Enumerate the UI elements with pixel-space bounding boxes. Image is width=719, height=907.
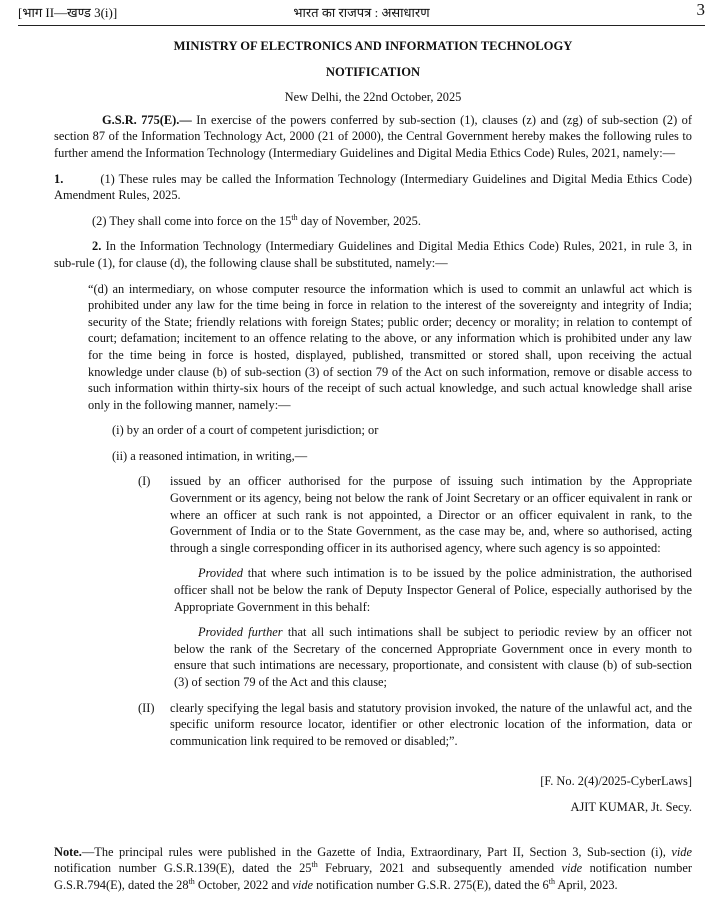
page-number: 3 bbox=[696, 0, 705, 19]
item-text: clearly specifying the legal basis and statutory provision invoked, the nature of the unlawful act, and the specific uniform resource locator, identifier or other electronic location of the information, data or communication link required to be removed or disabled;”. bbox=[170, 700, 692, 748]
gazette-title: भारत का राजपत्र : असाधारण bbox=[293, 5, 430, 20]
rule-1-clause-1 bbox=[54, 171, 692, 204]
rule-number: 2. bbox=[92, 239, 102, 254]
sub-clause-ii: (ii) a reasoned intimation, in writing,— bbox=[112, 448, 308, 463]
clause-d-text: “(d) an intermediary, on whose computer resource the information which is used to commit an unlawful act which is prohibited under any law for the time being in force in relation to the interest of the sovereignty and integrity of India; security of the State; friendly relations with foreign States; public order; decency or morality; in relation to contempt of court; defamation; incitement to an offence relating to the above, or any information which is prohibited under any law for the time being in force is hosted, displayed, published, transmitted or stored shall, upon receiving the actual knowledge under clause (b) of sub-section (3) of section 79 of the Act on such information, remove or disable access to such information within thirty-six hours of the receipt of such actual knowledge, and such actual knowledge shall arise only in the following manner, namely:— bbox=[88, 281, 692, 412]
item-text: issued by an officer authorised for the purpose of issuing such intimation by the Appropriate Government or its agency, being not below the rank of Joint Secretary or an officer equivalent in rank or where an officer at such rank is not appointed, a Director or an officer equivalent in rank, to the Government of India or to the State Government, as the case may be, and, where so authorised, acting through a single corresponding officer in its authorised agency, where such agency is so appointed: bbox=[170, 474, 692, 555]
item-label: (II) bbox=[138, 700, 155, 715]
item-I bbox=[138, 473, 692, 556]
ministry-heading: MINISTRY OF ELECTRONICS AND INFORMATION TECHNOLOGY bbox=[173, 39, 573, 53]
rule-1-clause-2: (2) They shall come into force on the 15th day of November, 2025. bbox=[92, 212, 421, 228]
item-label: (I) bbox=[138, 474, 151, 489]
notification-body bbox=[54, 38, 692, 893]
gsr-reference: G.S.R. 775(E).— bbox=[102, 112, 192, 127]
rule-2 bbox=[54, 238, 692, 271]
rule-number: 1. bbox=[54, 171, 64, 186]
preamble-paragraph bbox=[54, 112, 692, 162]
place-date: New Delhi, the 22nd October, 2025 bbox=[284, 90, 462, 105]
gazette-part-label: [भाग II—खण्ड 3(i)] bbox=[18, 5, 118, 20]
proviso-2: Provided further that all such intimations shall be subject to periodic review by an officer not below the rank of the Secretary of the concerned Appropriate Government once in every month to ensure that such intimations are necessary, proportionate, and consistent with clause (b) of sub-section (3) of section 79 of the Act and this clause; bbox=[174, 625, 692, 689]
footnote: Note.—The principal rules were published in the Gazette of India, Extraordinary, Part II, Section 3, Sub-section (i), vide notification number G.S.R.139(E), dated the 25th February, 2021 and subsequently amended vide notification number G.S.R.794(E), dated the 28th October, 2022 and vide notification number G.S.R. 275(E), dated the 6th April, 2023. bbox=[54, 844, 693, 892]
file-number: [F. No. 2(4)/2025-CyberLaws] bbox=[540, 774, 692, 789]
item-II bbox=[138, 700, 692, 750]
rule-2-text: In the Information Technology (Intermediary Guidelines and Digital Media Ethics Code) Rules, 2021, in rule 3, in sub-rule (1), for clause (d), the following clause shall be substituted, namely:— bbox=[54, 239, 692, 270]
gazette-header bbox=[18, 0, 705, 26]
rule-1-text: (1) These rules may be called the Information Technology (Intermediary Guidelines and Digital Media Ethics Code) Amendment Rules, 2025. bbox=[54, 171, 692, 203]
notification-heading: NOTIFICATION bbox=[325, 64, 421, 79]
sub-clause-i: (i) by an order of a court of competent jurisdiction; or bbox=[112, 423, 379, 438]
proviso-1: Provided that where such intimation is to be issued by the police administration, the authorised officer shall not be below the rank of Deputy Inspector General of Police, especially authorised by the Appropriate Government in this behalf: bbox=[174, 566, 692, 614]
signatory: AJIT KUMAR, Jt. Secy. bbox=[570, 799, 692, 814]
preamble-text: In exercise of the powers conferred by sub-section (1), clauses (z) and (zg) of sub-section (2) of section 87 of the Information Technology Act, 2000 (21 of 2000), the Central Government hereby makes the following rules to further amend the Information Technology (Intermediary Guidelines and Digital Media Ethics Code) Rules, 2021, namely:— bbox=[54, 112, 692, 160]
